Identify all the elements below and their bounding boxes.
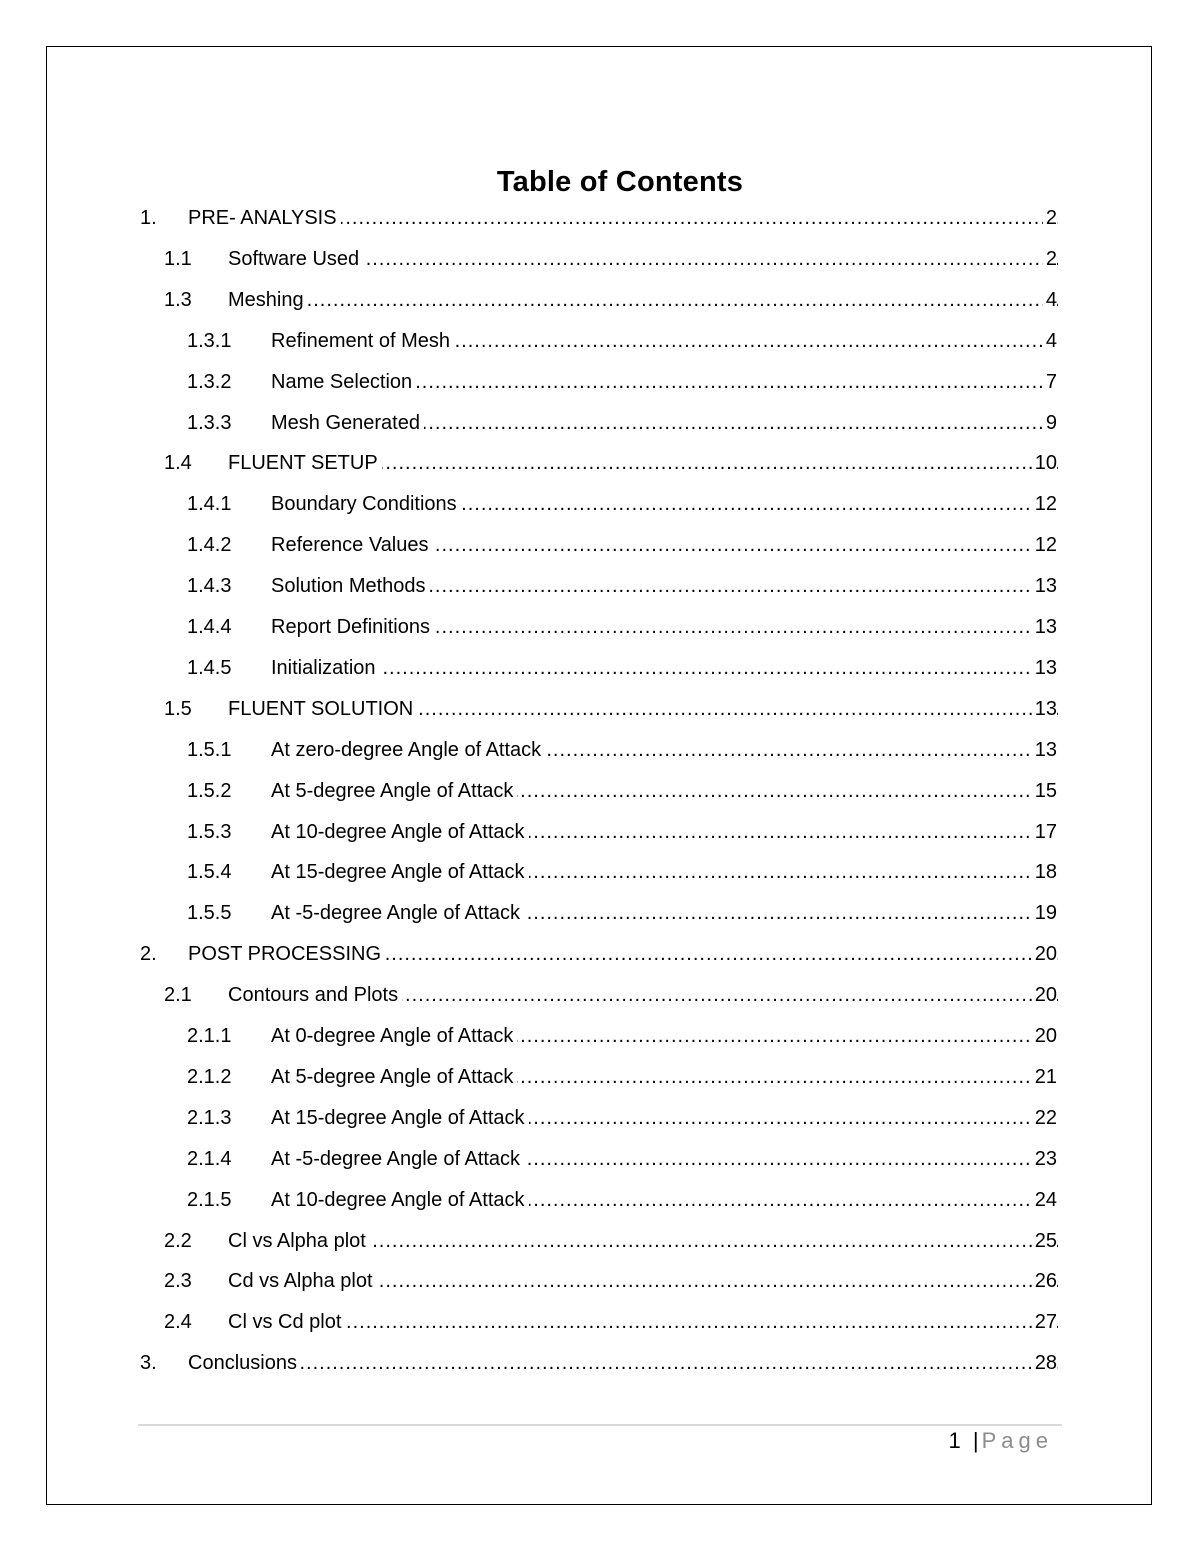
toc-entry[interactable] bbox=[0, 694, 1200, 724]
toc-entry-label: Conclusions bbox=[188, 1352, 301, 1374]
toc-entry[interactable] bbox=[0, 244, 1200, 274]
toc-entry-page: 20 bbox=[1032, 1021, 1057, 1051]
toc-entry-label: FLUENT SETUP bbox=[228, 452, 382, 474]
toc-entry-number: 2.1.2 bbox=[187, 1065, 232, 1088]
toc-entry-label: At -5-degree Angle of Attack bbox=[271, 1148, 524, 1170]
toc-entry-label: At zero-degree Angle of Attack bbox=[271, 739, 545, 761]
toc-entry[interactable] bbox=[0, 1062, 1200, 1092]
toc-entry-label: PRE- ANALYSIS bbox=[188, 207, 341, 229]
toc-entry-number: 2.1 bbox=[164, 984, 192, 1007]
toc-entry-page: 2 bbox=[1043, 203, 1057, 233]
toc-entry-number: 1.5.3 bbox=[187, 820, 232, 843]
toc-entry-label: At 15-degree Angle of Attack bbox=[271, 861, 529, 883]
footer-page-number: 1 bbox=[948, 1428, 964, 1453]
toc-entry-label: Initialization bbox=[271, 657, 380, 679]
toc-entry-page: 13 bbox=[1032, 653, 1057, 683]
toc-entry-page: 19 bbox=[1032, 898, 1057, 928]
toc-entry-page: 23 bbox=[1032, 1144, 1057, 1174]
toc-entry-label: FLUENT SOLUTION bbox=[228, 698, 417, 720]
toc-entry[interactable] bbox=[0, 1021, 1200, 1051]
toc-entry-number: 2.1.3 bbox=[187, 1106, 232, 1129]
toc-entry-label: At 5-degree Angle of Attack bbox=[271, 780, 517, 802]
toc-entry-label: At 5-degree Angle of Attack bbox=[271, 1066, 517, 1088]
toc-entry[interactable] bbox=[0, 1266, 1200, 1296]
toc-entry[interactable] bbox=[0, 980, 1200, 1010]
toc-entry-label: At -5-degree Angle of Attack bbox=[271, 902, 524, 924]
toc-entry-label: Software Used bbox=[228, 248, 363, 270]
toc-entry-number: 1.4.5 bbox=[187, 656, 232, 679]
toc-entry-label: Report Definitions bbox=[271, 616, 434, 638]
toc-entry[interactable] bbox=[0, 612, 1200, 642]
toc-entry-page: 13 bbox=[1032, 571, 1057, 601]
toc-entry-number: 1.5.5 bbox=[187, 902, 232, 925]
toc-entry[interactable] bbox=[0, 1144, 1200, 1174]
toc-entry-page: 17 bbox=[1032, 817, 1057, 847]
toc-entry-page: 20 bbox=[1032, 980, 1057, 1010]
toc-entry-label: At 10-degree Angle of Attack bbox=[271, 1189, 529, 1211]
toc-entry-page: 25 bbox=[1032, 1226, 1057, 1256]
toc-entry-page: 9 bbox=[1043, 408, 1057, 438]
toc-entry-number: 1.5 bbox=[164, 697, 192, 720]
toc-entry-number: 1.5.4 bbox=[187, 861, 232, 884]
toc-entry-number: 1.3.2 bbox=[187, 370, 232, 393]
toc-entry-page: 21 bbox=[1032, 1062, 1057, 1092]
toc-entry[interactable] bbox=[0, 571, 1200, 601]
toc-entry-number: 2. bbox=[140, 943, 157, 966]
toc-entry-label: Solution Methods bbox=[271, 575, 430, 597]
toc-dot-leader bbox=[188, 1348, 1059, 1378]
toc-entry-label: At 10-degree Angle of Attack bbox=[271, 821, 529, 843]
toc-entry-page: 4 bbox=[1043, 326, 1057, 356]
toc-entry-number: 2.1.1 bbox=[187, 1025, 232, 1047]
toc-entry-number: 2.1.4 bbox=[187, 1147, 232, 1170]
toc-entry-page: 22 bbox=[1032, 1103, 1057, 1133]
toc-entry[interactable] bbox=[0, 367, 1200, 397]
toc-dot-leader bbox=[228, 285, 1059, 315]
toc-entry-label: At 0-degree Angle of Attack bbox=[271, 1025, 517, 1047]
toc-entry-label: Name Selection bbox=[271, 371, 416, 393]
toc-entry-label: Cl vs Cd plot bbox=[228, 1311, 345, 1333]
footer-divider bbox=[138, 1424, 1062, 1426]
toc-entry-number: 1.1 bbox=[164, 247, 192, 270]
toc-entry-number: 2.3 bbox=[164, 1270, 192, 1293]
toc-entry-page: 28 bbox=[1032, 1348, 1057, 1378]
toc-entry[interactable] bbox=[0, 408, 1200, 438]
toc-entry[interactable] bbox=[0, 489, 1200, 519]
toc-dot-leader bbox=[271, 653, 1059, 683]
toc-entry-label: Cd vs Alpha plot bbox=[228, 1270, 377, 1292]
toc-entry-number: 1.5.2 bbox=[187, 779, 232, 802]
toc-entry-page: 7 bbox=[1043, 367, 1057, 397]
toc-entry-label: Contours and Plots bbox=[228, 984, 402, 1006]
toc-entry-page: 13 bbox=[1032, 735, 1057, 765]
page-footer bbox=[949, 1428, 1053, 1454]
toc-entry-page: 20 bbox=[1032, 939, 1057, 969]
toc-title: Table of Contents bbox=[496, 166, 744, 198]
toc-entry[interactable] bbox=[0, 939, 1200, 969]
toc-entry-label: At 15-degree Angle of Attack bbox=[271, 1107, 529, 1129]
toc-entry-page: 10 bbox=[1032, 448, 1057, 478]
toc-entry[interactable] bbox=[0, 285, 1200, 315]
toc-entry-page: 15 bbox=[1032, 776, 1057, 806]
toc-entry[interactable] bbox=[0, 1226, 1200, 1256]
toc-entry-label: Meshing bbox=[228, 289, 308, 311]
toc-entry[interactable] bbox=[0, 203, 1200, 233]
toc-entry[interactable] bbox=[0, 530, 1200, 560]
toc-entry-number: 1.4 bbox=[164, 452, 192, 475]
toc-entry-page: 26 bbox=[1032, 1266, 1057, 1296]
toc-entry-page: 2 bbox=[1043, 244, 1057, 274]
toc-entry-label: POST PROCESSING bbox=[188, 943, 385, 965]
toc-entry-number: 1.3.3 bbox=[187, 411, 232, 434]
toc-entry[interactable] bbox=[0, 735, 1200, 765]
footer-page-word: Page bbox=[981, 1428, 1053, 1453]
toc-entry-number: 1. bbox=[140, 207, 157, 229]
toc-entry[interactable] bbox=[0, 653, 1200, 683]
toc-entry[interactable] bbox=[0, 898, 1200, 928]
toc-entry[interactable] bbox=[0, 326, 1200, 356]
toc-entry-number: 2.2 bbox=[164, 1229, 192, 1252]
toc-entry-page: 27 bbox=[1032, 1307, 1057, 1337]
toc-entry-label: Cl vs Alpha plot bbox=[228, 1230, 370, 1252]
toc-entry-page: 24 bbox=[1032, 1185, 1057, 1215]
toc-entry-page: 12 bbox=[1032, 530, 1057, 560]
toc-entry-page: 13 bbox=[1032, 612, 1057, 642]
toc-entry-number: 3. bbox=[140, 1352, 157, 1375]
toc-entry[interactable] bbox=[0, 1185, 1200, 1215]
toc-entry-label: Reference Values bbox=[271, 534, 433, 556]
toc-entry[interactable] bbox=[0, 857, 1200, 887]
toc-entry-number: 1.5.1 bbox=[187, 738, 232, 761]
toc-entry[interactable] bbox=[0, 448, 1200, 478]
toc-entry-page: 18 bbox=[1032, 857, 1057, 887]
toc-entry[interactable] bbox=[0, 817, 1200, 847]
toc-entry-number: 1.3.1 bbox=[187, 329, 232, 352]
toc-entry-number: 1.4.2 bbox=[187, 534, 232, 557]
toc-entry-number: 1.4.3 bbox=[187, 575, 232, 598]
toc-entry-page: 13 bbox=[1032, 694, 1057, 724]
toc-dot-leader bbox=[228, 1307, 1059, 1337]
toc-entry-number: 1.4.1 bbox=[187, 493, 232, 516]
toc-entry-number: 2.1.5 bbox=[187, 1188, 232, 1211]
toc-entry-label: Mesh Generated bbox=[271, 412, 424, 434]
toc-entry[interactable] bbox=[0, 1307, 1200, 1337]
toc-entry-page: 4 bbox=[1043, 285, 1057, 315]
toc-entry-label: Refinement of Mesh bbox=[271, 330, 454, 352]
toc-entry[interactable] bbox=[0, 1103, 1200, 1133]
toc-entry[interactable] bbox=[0, 776, 1200, 806]
toc-entry-page: 12 bbox=[1032, 489, 1057, 519]
toc-entry-number: 1.4.4 bbox=[187, 616, 232, 638]
toc-entry-number: 2.4 bbox=[164, 1311, 192, 1334]
footer-separator: | bbox=[972, 1428, 982, 1453]
toc-entry-number: 1.3 bbox=[164, 288, 192, 311]
toc-entry[interactable] bbox=[0, 1348, 1200, 1378]
toc-entry-label: Boundary Conditions bbox=[271, 493, 461, 515]
